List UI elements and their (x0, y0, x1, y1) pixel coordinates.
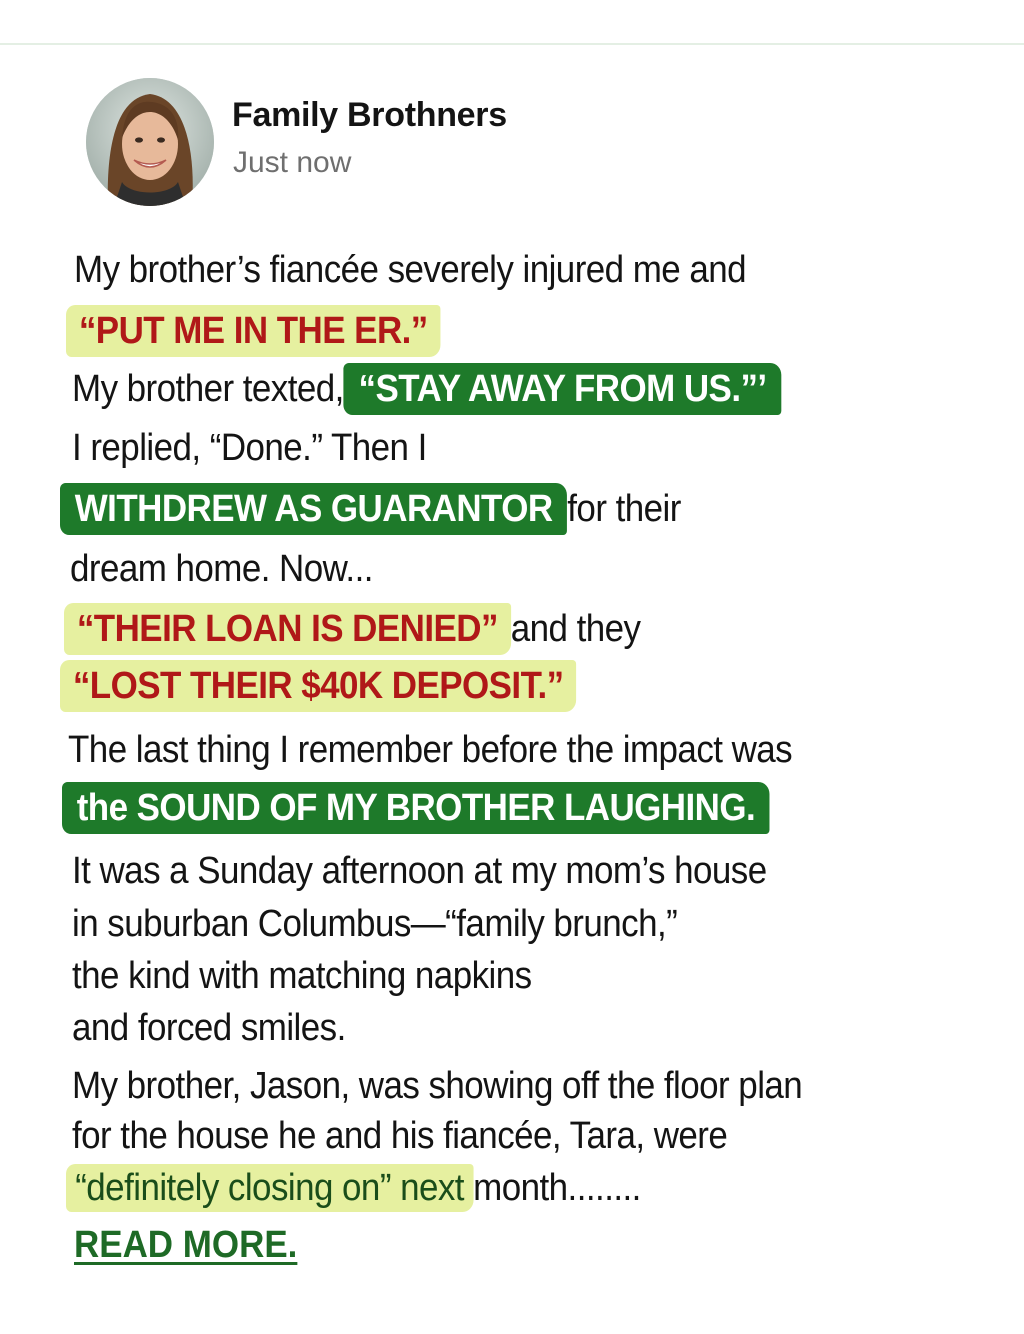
post-text: My brother’s fiancée severely injured me and (74, 249, 747, 291)
highlighted-phrase: “definitely closing on” next (66, 1164, 473, 1212)
post-text: I replied, “Done.” Then I (72, 427, 427, 469)
read-more-link[interactable]: READ MORE. (74, 1224, 298, 1266)
highlighted-phrase: “THEIR LOAN IS DENIED” (64, 603, 511, 655)
post-text: month........ (473, 1167, 641, 1209)
post-text-line (72, 422, 427, 478)
post-text-line (66, 305, 441, 361)
avatar[interactable] (86, 78, 214, 206)
post-text: in suburban Columbus—“family brunch,” (72, 903, 678, 945)
profile-photo-icon (86, 78, 214, 206)
post-text-line (66, 1162, 641, 1218)
post-text: and forced smiles. (72, 1007, 346, 1049)
post-text: the kind with matching napkins (72, 955, 532, 997)
post-text: dream home. Now... (70, 548, 373, 590)
post-text: The last thing I remember before the impact was (68, 729, 793, 771)
highlighted-phrase: WITHDREW AS GUARANTOR (60, 483, 567, 535)
post-header (86, 78, 686, 208)
post-text: It was a Sunday afternoon at my mom’s house (72, 850, 767, 892)
post-text-line (72, 1002, 346, 1058)
post-text-line (72, 845, 767, 901)
author-name[interactable]: Family Brothners (232, 96, 507, 134)
post-text: and they (510, 608, 641, 650)
post-text-line (70, 543, 373, 599)
post-text-line (72, 1060, 802, 1116)
highlighted-phrase: “STAY AWAY FROM US.”’ (344, 363, 781, 415)
post-timestamp: Just now (233, 146, 352, 179)
post-text-line (60, 660, 576, 716)
highlighted-phrase: “PUT ME IN THE ER.” (66, 305, 441, 357)
post-text: My brother texted, (72, 368, 344, 410)
highlighted-phrase: “LOST THEIR $40K DEPOSIT.” (60, 660, 576, 712)
post-text-line (64, 603, 640, 659)
post-text: for the house he and his fiancée, Tara, were (72, 1115, 728, 1157)
post-text-line (74, 244, 746, 300)
post-text: for their (567, 488, 681, 530)
post-text-line (72, 1110, 727, 1166)
highlighted-phrase: the SOUND OF MY BROTHER LAUGHING. (62, 782, 770, 834)
post-text-line (72, 363, 781, 419)
post-text-line (68, 724, 792, 780)
post-text-line (60, 483, 681, 539)
post-text: My brother, Jason, was showing off the floor plan (72, 1065, 803, 1107)
post-text-line (72, 898, 677, 954)
top-divider (0, 43, 1024, 45)
post-text-line (72, 950, 532, 1006)
post-text-line (62, 782, 770, 838)
